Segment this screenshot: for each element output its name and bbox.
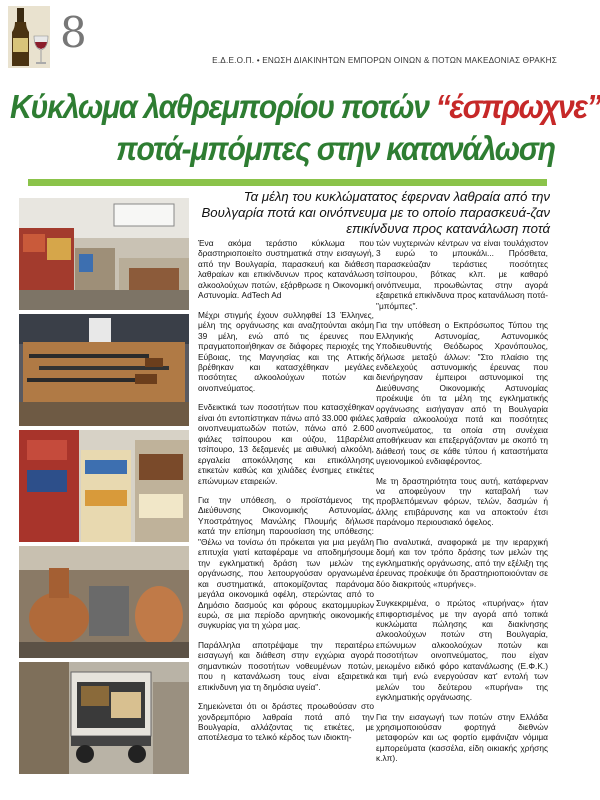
wine-bottle-glass-icon bbox=[8, 6, 50, 68]
photo-transport-truck bbox=[19, 662, 189, 774]
photo-copper-stills bbox=[19, 546, 189, 658]
col1-paragraph: Μέχρι στιγμής έχουν συλληφθεί 13 Έλληνες, μέλη της οργάνωσης και αναζητούνται ακόμη 39 μέλη, ενώ από τις έρευνες που πραγματοποιήθηκαν σε διάφορες περιοχές της Εύβοιας, της Μαγνησίας και της Αττικής βρέθηκαν και κατασχέθηκαν μεγάλες ποσότητες αλκοολούχων ποτών και οινοπνεύματος. bbox=[198, 309, 374, 393]
article-column-1 bbox=[198, 238, 374, 752]
headline-main: Κύκλωμα λαθρεμπορίου ποτών bbox=[10, 88, 436, 125]
col1-paragraph: Για την υπόθεση, ο προϊστάμενος της Διεύθυνσης Οικονομικής Αστυνομίας, Υποστράτηγος Μανώλης Πλουμής δήλωσε κατά την επίσημη παρουσίαση της υπόθεσης: "Θέλω να τονίσω ότι πρόκειται για μια μεγάλη επιτυχία γιατί καταφέραμε να αποδημήσουμε την εγκληματική δράση των μελών της οργάνωσης, που λειτουργούσαν οργανωμένα και συστηματικά, αποκομίζοντας παράνομα μεγάλα οικονομικά οφέλη, στερώντας από το Δημόσιο δασμούς και φόρους εκατομμυρίων ευρώ, σε μια περίοδο αρνητικής οικονομικής συγκυρίας για τη χώρα μας. bbox=[198, 494, 374, 631]
page-number: 8 bbox=[60, 8, 87, 57]
headline-line-1 bbox=[10, 88, 600, 126]
photo-warehouse-boxes bbox=[19, 198, 189, 310]
col1-paragraph: Ενδεικτικά των ποσοτήτων που κατασχέθηκαν είναι ότι εντοπίστηκαν πάνω από 33.000 φιάλες οινοπνευματωδών ποτών, πάνω από 2.600 φιάλες τσίπουρου και ούζου, 11βαρέλια τσίπουρο, 13 δεξαμενές με αιθυλική αλκοόλη, εργαλεία αποκόλλησης και επικόλλησης ετικετών καθώς και χιλιάδες ένσημες ετικέτες επώνυμων εταιρειών. bbox=[198, 402, 374, 486]
col2-paragraph: Για την εισαγωγή των ποτών στην Ελλάδα χρησιμοποιούσαν φορτηγά διεθνών μεταφορών και ως φορτίο εμφάνιζαν νόμιμα εμπορεύματα (κασσέλα, είδη οικιακής χρήσης κ.λπ). bbox=[376, 711, 548, 764]
organization-name: Ε.Δ.Ε.Ο.Π. • ΕΝΩΣΗ ΔΙΑΚΙΝΗΤΩΝ ΕΜΠΟΡΩΝ ΟΙΝΩΝ & ΠΟΤΩΝ ΜΑΚΕΔΟΝΙΑΣ ΘΡΑΚΗΣ bbox=[212, 56, 557, 65]
col1-paragraph: Σημειώνεται ότι οι δράστες προωθούσαν στο χονδρεμπόριο λαθραία ποτά από την Βουλγαρία, αλλάζοντας τις ετικέτες, με αποτέλεσμα το τελικό κέρδος των ιδιοκτη- bbox=[198, 701, 374, 743]
headline-rule bbox=[28, 179, 547, 186]
col1-paragraph: Παράλληλα αποτρέψαμε την περαιτέρω εισαγωγή και διάθεση στην εγχώρια αγορά σημαντικών ποσοτήτων νοθευμένων ποτών, που η κατανάλωση τους είναι εξαιρετικά επικίνδυνη για τη δημόσια υγεία". bbox=[198, 639, 374, 692]
photo-stacked-cases bbox=[19, 430, 189, 542]
col2-paragraph: Συγκεκριμένα, ο πρώτος «πυρήνας» ήταν επιφορτισμένος με την αγορά από τοπικά κυκλώματα πώλησης και διακίνησης αλκοολούχων ποτών στη Βουλγαρία, επώνυμων αλκοολούχων ποτών και ποσοτήτων οινοπνεύματος, που είχαν μειωμένο ειδικό φόρο κατανάλωσης (Ε.Φ.Κ.) και τιμή ενώ ενεργούσαν κατ' εντολή των μελών του δεύτερου «πυρήνα» της εγκληματικής οργάνωσης. bbox=[376, 598, 548, 703]
col2-paragraph: Με τη δραστηριότητα τους αυτή, κατάφερναν να αποφεύγουν την καταβολή των προβλεπόμενων φόρων, τελών, δασμών ή άλλης επιβάρυνσης και να αποκτούν έτσι παράνομο περιουσιακό όφελος. bbox=[376, 475, 548, 528]
headline-quote: “έσπρωχνε” bbox=[435, 88, 600, 125]
article-column-2 bbox=[376, 238, 548, 773]
photo-seized-guns bbox=[19, 314, 189, 426]
col2-paragraph: τών νυχτερινών κέντρων να είναι τουλάχιστον 3 ευρώ το μπουκάλι... Πρόσθετα, παρασκεύαζαν τεράστιες ποσότητες τσίπουρου, βότκας κλπ. με καθαρό οινόπνευμα, προωθώντας στην αγορά εξαιρετικά επικίνδυνα προς κατανάλωση ποτά-"μπόμπες". bbox=[376, 238, 548, 311]
col2-paragraph: Για την υπόθεση ο Εκπρόσωπος Τύπου της Ελληνικής Αστυνομίας, Αστυνομικός Υποδιευθυντής Θεόδωρος Χρονόπουλος, δήλωσε μεταξύ άλλων: "Στο πλαίσιο της ενδελεχούς αστυνομικής έρευνας που διενήργησαν έμπειροι αστυνομικοί της Διεύθυνσης Οικονομικής Αστυνομίας προέκυψε ότι τα μέλη της εγκληματικής οργάνωσης εισήγαγαν από τη Βουλγαρία λαθραία αλκοολούχα ποτά και ποσότητες οινοπνεύματος, τα οποία στη συνέχεια αποθήκευαν και επεξεργάζονταν με σκοπό τη διάθεσή τους σε κάθε τύπου ή καταστήματα υγειονομικού ενδιαφέροντος. bbox=[376, 320, 548, 467]
headline-line-2: ποτά-μπόμπες στην κατανάλωση bbox=[116, 130, 555, 167]
col2-paragraph: Πιο αναλυτικά, αναφορικά με την ιεραρχική δομή και τον τρόπο δράσης των μελών της εγκληματικής οργάνωσης, από την εξέλιξη της έρευνας προέκυψε ότι δραστηριοποιούνταν σε δύο διακριτούς «πυρήνες». bbox=[376, 536, 548, 589]
page-header bbox=[0, 0, 567, 78]
col1-paragraph: Ένα ακόμα τεράστιο κύκλωμα που δραστηριοποιείτο συστηματικά στην εισαγωγή, από την Βουλγαρία, παρασκευή και διάθεση λαθραίων και επικίνδυνων προς κατανάλωση αλκοολούχων ποτών, εξάρθρωσε η Οικονομική Αστυνομία. AdTech Ad bbox=[198, 238, 374, 301]
lead-paragraph: Τα μέλη του κυκλώματατος έφερναν λαθραία από την Βουλγαρία ποτά και οινόπνευμα με το οποίο παρασκευά-ζαν επικίνδυνα προς κατανάλωση ποτά bbox=[201, 189, 550, 236]
